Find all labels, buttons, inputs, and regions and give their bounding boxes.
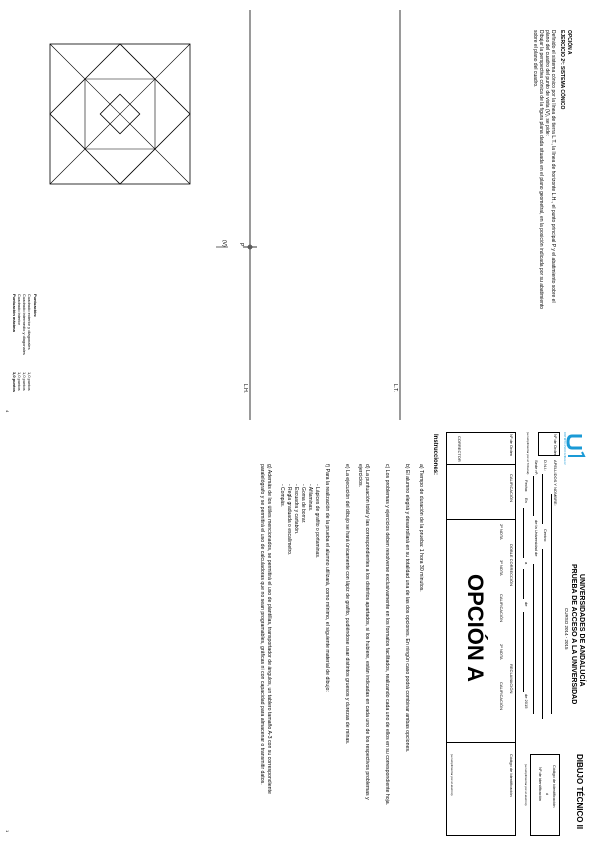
university-line-2: PRUEBA DE ACCESO A LA UNIVERSIDAD — [570, 564, 577, 705]
surname-label: APELLIDOS Y NOMBRE: — [553, 460, 558, 506]
surname-field[interactable] — [551, 494, 552, 714]
scoring-title: Puntuación: — [33, 294, 38, 318]
material-5: - Regla graduada o escalímetro. — [286, 484, 292, 556]
label-v: (V) — [221, 240, 227, 247]
statement-line-1: Definido el sistema cónico por la línea de tierra L.T., la línea de horizonte L.H., el punto principal P y el abatimiento sobre el — [550, 30, 556, 303]
label-p: P — [238, 243, 244, 247]
center-label: Centro: — [543, 529, 548, 543]
date-day-field[interactable] — [523, 569, 524, 599]
score-item-3: Cuadrado interior — [17, 294, 22, 325]
score-points-1: 1,0 puntos — [27, 372, 32, 391]
logo: DISTRITO ÚNICO ANDALUZ — [560, 432, 586, 462]
student-note: (a cumplimentar por el alumno) — [524, 764, 528, 806]
page-number-left: 4 — [5, 410, 10, 413]
date-place-field[interactable] — [523, 508, 524, 558]
statement-line-4: sobre el plano del cuadro. — [532, 30, 538, 88]
material-2: - Afilaminas. — [307, 484, 313, 512]
option-big: OPCIÓN A — [463, 574, 488, 682]
score-points-2: 1,0 puntos — [22, 372, 27, 391]
tribunal-note: (a cumplimentar por el Tribunal) — [526, 432, 530, 475]
claim: RECLAMACIÓN — [509, 664, 514, 694]
grade-order: Nº de Orden — [509, 434, 514, 457]
subject: DIBUJO TÉCNICO II — [575, 754, 584, 830]
date-label: Fecha: — [524, 480, 529, 493]
university-line-1: UNIVERSIDADES DE ANDALUCÍA — [578, 574, 585, 687]
university-of-label: de la Universidad de — [534, 520, 539, 557]
material-6: - Compás. — [279, 484, 285, 508]
instructions-title: Instrucciones: — [432, 434, 438, 476]
course: CURSO 2014 - 2015 — [564, 608, 569, 650]
grade-calif: CALIFICACIÓN — [509, 474, 514, 503]
instruction-f: f) Para la realización de la prueba el alumno utilizará, como mínimo, el siguiente material de dibujo: — [324, 464, 330, 692]
instruction-a: a) Tiempo de duración de la prueba: 1 hora 30 minutos. — [418, 464, 424, 592]
instruction-g: g) Además de los útiles mencionados, se permitirá el uso de plantillas, transportador de ángulos, un tablero tamaño A-3 con su correspondiente paralelógrafo y se permitirá el uso de calculadoras que no sean programables, gráficas ni con capacidad para almacenar o transmitir datos. — [259, 464, 272, 794]
score-item-1: Cuadrado exterior y diagonales — [27, 294, 32, 350]
label-lt: L.T. — [392, 384, 398, 393]
university-of-field[interactable] — [533, 564, 534, 714]
material-4: - Escuadra y cartabón. — [293, 484, 299, 535]
corrector: CORRECTOR — [457, 436, 462, 462]
dni-field[interactable] — [542, 474, 543, 524]
statement-line-3: Dibujar la perspectiva cónica de la figura plana dada situada en el plano geometral, en la posición indicada por su abatimiento — [538, 30, 544, 310]
score-item-2: Cuadrado intermedio y diagonales — [22, 294, 27, 355]
dni-label: D.N.I.: — [543, 460, 548, 472]
max-points: 3,0 puntos — [12, 372, 17, 393]
order-box[interactable]: Nº de Orden — [538, 432, 560, 456]
center-field[interactable] — [542, 549, 543, 719]
statement-line-2: plano del cuadro del punto de vista (V), se pide: — [544, 30, 550, 136]
instruction-b: b) El alumno elegirá y desarrollará en su totalidad una de las dos opciones. En ningún caso podrá combinar ambas opciones. — [404, 464, 410, 753]
cover-page: DISTRITO ÚNICO ANDALUZ UNIVERSIDADES DE ANDALUCÍA PRUEBA DE ACCESO A LA UNIVERSIDAD CURSO 2014 - 2015 DIBUJO TÉCNICO II Nº de Orden APELLIDOS Y NOMBRE: D.N.I.: Centro: Sede nº: de la Universidad de (a cumplimentar por el Tribunal) Fecha: En a de de 2015 Código de identificación ó Nº de identificación (a cumplimentar por el alumno) Nº de Orden CALIFICACIÓN DOBLE CORRECCIÓN RECLAMACIÓN 2ª NOTA 3ª NOTA CALIFICACIÓN 2ª NOTA CALIFICACIÓN OPCIÓN A CORRECTOR Código de Identificación (a cumplimentar por el alumno) Instrucciones: a) Tiempo de duración de la prueba: 1 hora 30 minutos. b) El alumno elegirá y desarrollará en su totalidad una de las dos opciones. En ningún caso podrá combinar ambas opciones. c) Los problemas y ejercicios deben resolverse exclusivamente en los formatos facilitados, realizando cada uno de ellos en su correspondiente hoja. d) La puntuación total y las correspondientes a los distintos apartados, si los hubiere, están indicadas en cada uno de los respectivos problemas y ejercicios. e) La ejecución del dibujo se hará únicamente con lápiz de grafito, pudiéndose usar distintos gruesos y durezas de minas. f) Para la realización de la prueba el alumno utilizará, como mínimo, el siguiente material de dibujo: - Lápices de grafito o portaminas. - Afilaminas. - Goma de borrar. - Escuadra y cartabón. - Regla graduada o escalímetro. - Compás. g) Además de los útiles mencionados, se permitirá el uso de plantillas, transportador de ángulos, un tablero tamaño A-3 con su correspondiente paralelógrafo y se permitirá el uso de calculadoras que no sean programables, gráficas ni con capacidad para almacenar o transmitir datos. 1 — [0, 424, 600, 848]
option-label: OPCIÓN A — [566, 30, 572, 55]
sede-label: Sede nº: — [534, 460, 539, 476]
instruction-d: d) La puntuación total y las correspondientes a los distintos apartados, si los hubiere, están indicadas en cada uno de los respectivos problemas y ejercicios. — [357, 464, 370, 800]
material-3: - Goma de borrar. — [300, 484, 306, 524]
instruction-e: e) La ejecución del dibujo se hará únicamente con lápiz de grafito, pudiéndose usar distintos gruesos y durezas de minas. — [344, 464, 350, 745]
label-lh: L.H. — [242, 384, 248, 394]
exercise-title: EJERCICIO 2º: SISTEMA CÓNICO — [559, 30, 565, 110]
date-month-field[interactable] — [523, 612, 524, 692]
score-points-3: 1,0 puntos — [17, 372, 22, 391]
page-number-right: 1 — [5, 830, 10, 833]
material-1: - Lápices de grafito o portaminas. — [314, 484, 320, 559]
id-code-right: Código de Identificación — [509, 754, 514, 797]
id-code-box[interactable]: Código de identificación ó Nº de identificación — [530, 754, 560, 836]
student-note-2: (a cumplimentar por el alumno) — [450, 754, 454, 796]
double-correction: DOBLE CORRECCIÓN — [509, 544, 514, 587]
max-label: Puntuación máxima — [12, 294, 17, 332]
sede-field[interactable] — [533, 476, 534, 516]
instruction-c: c) Los problemas y ejercicios deben resolverse exclusivamente en los formatos facilitados, realizando cada uno de ellos en su correspondiente hoja. — [384, 464, 390, 806]
